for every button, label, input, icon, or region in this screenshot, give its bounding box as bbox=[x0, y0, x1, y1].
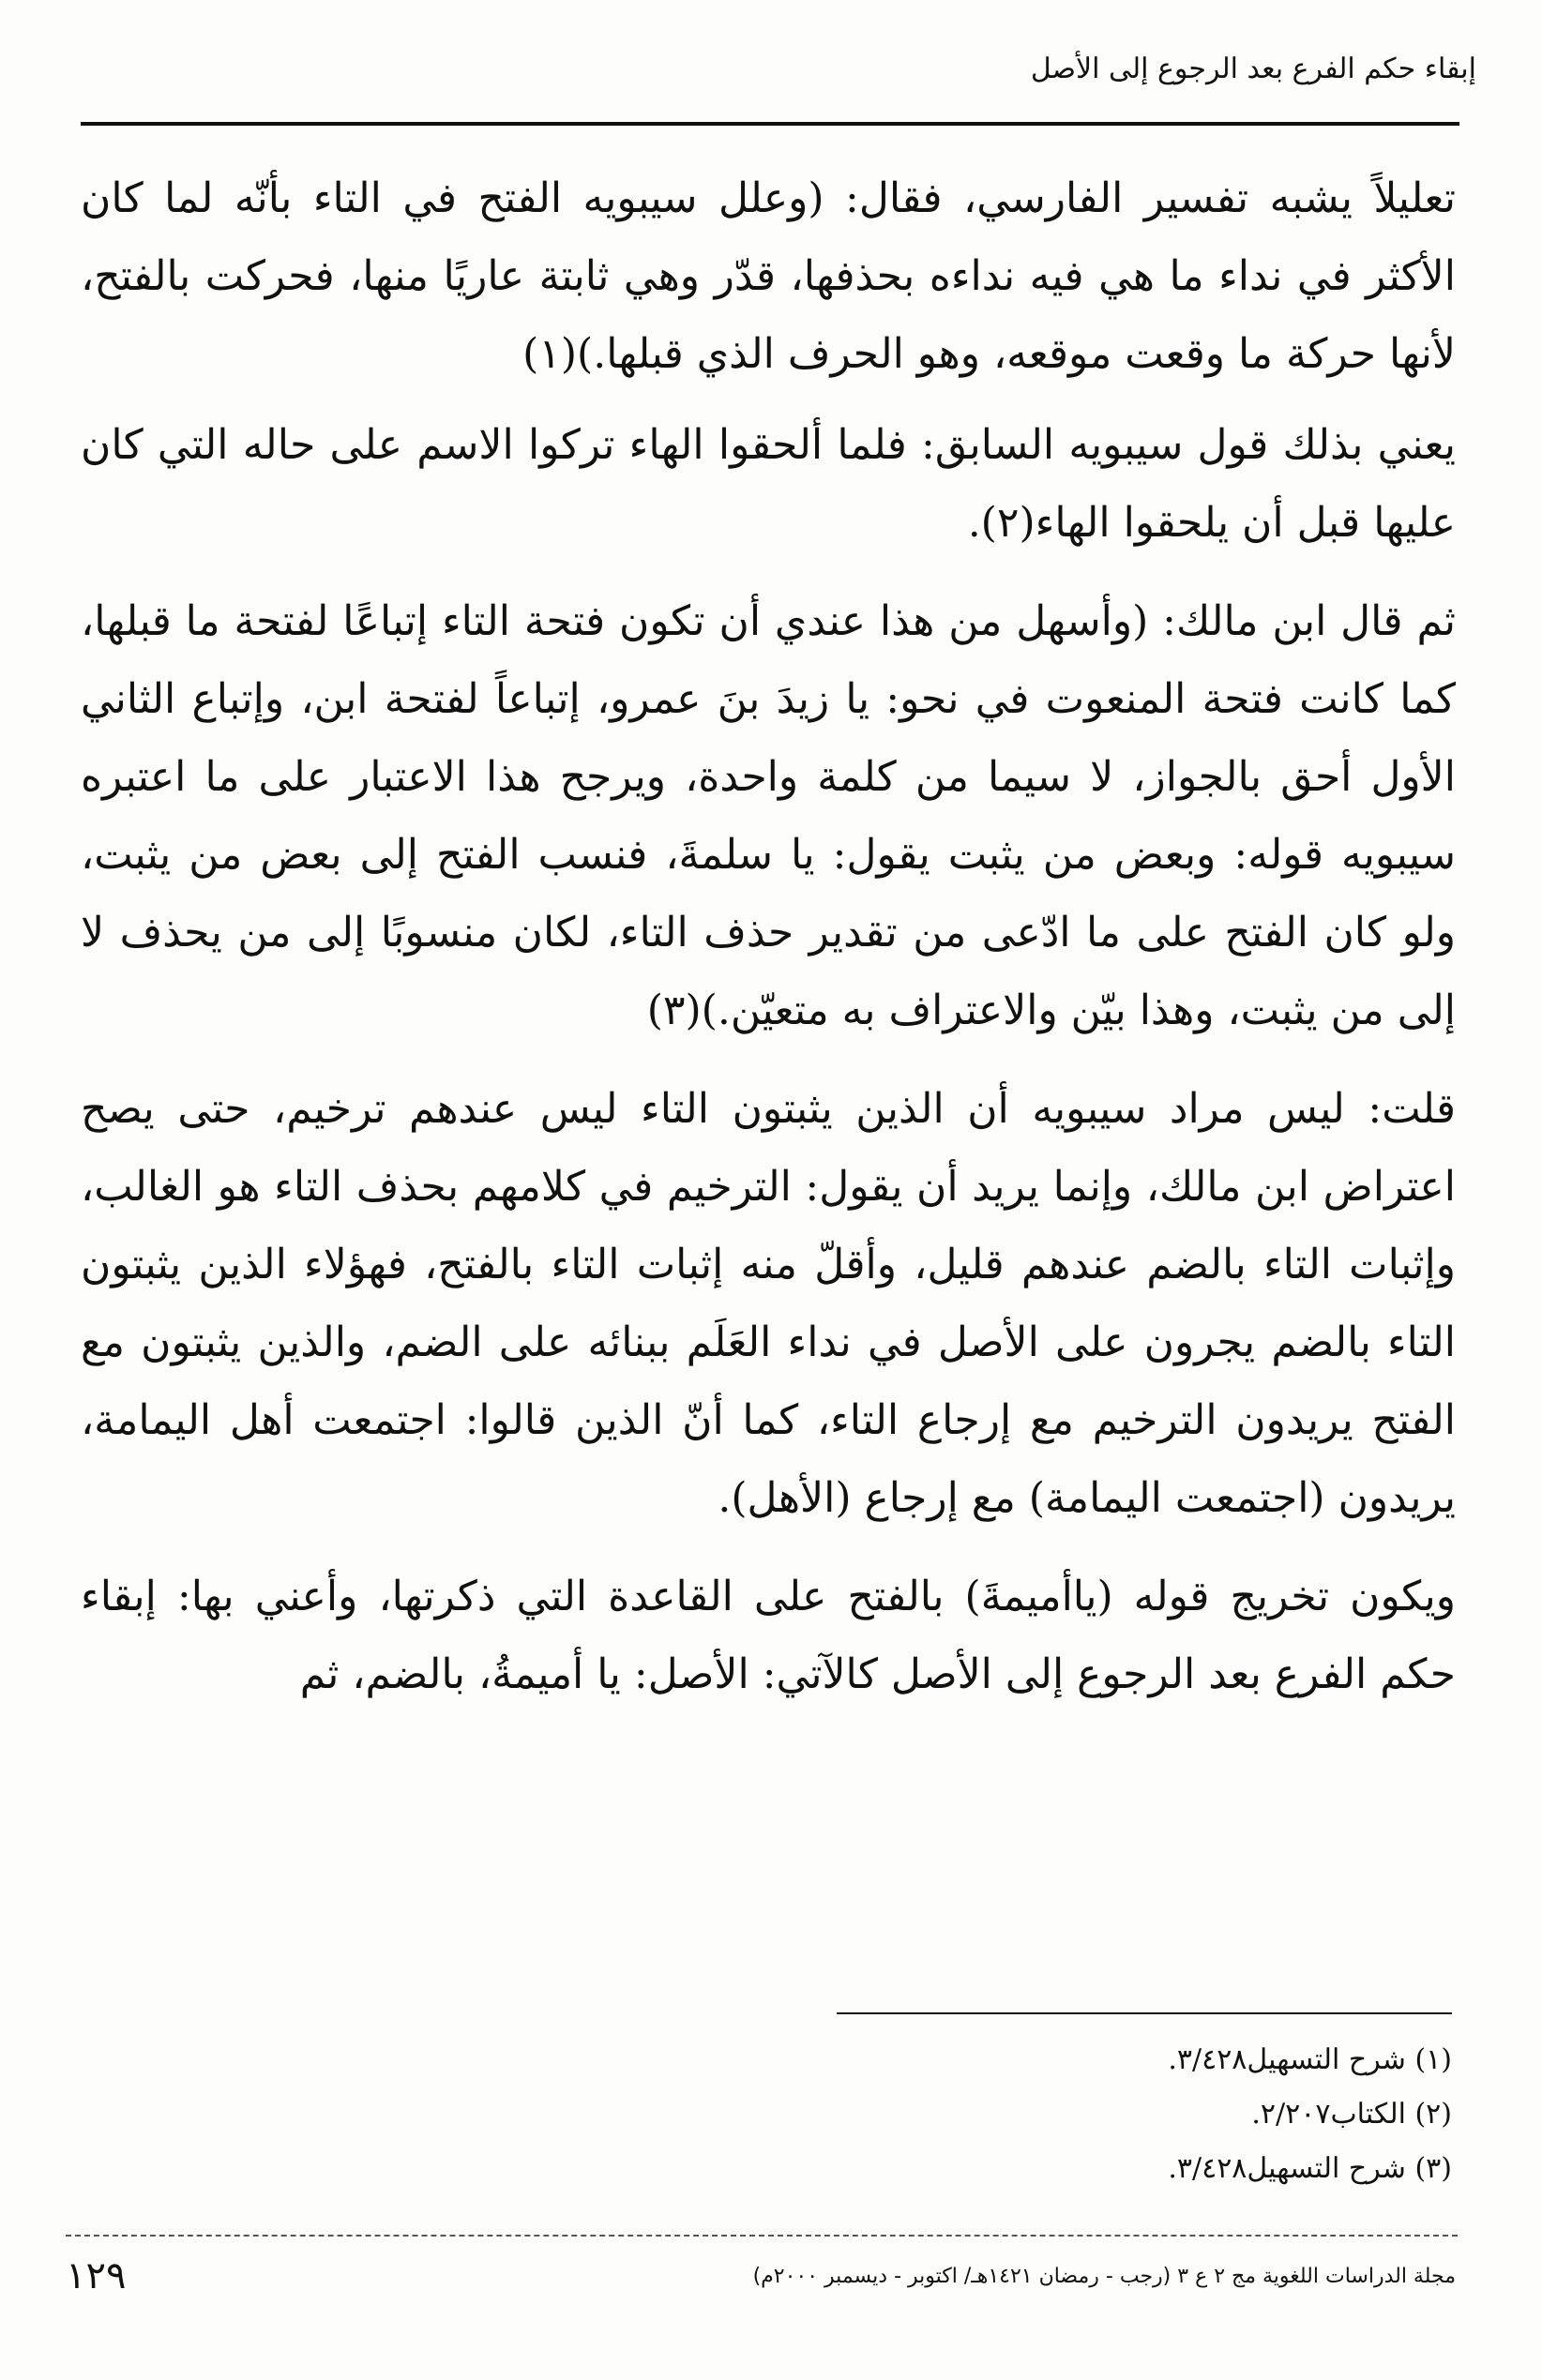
footnote-rule bbox=[837, 2012, 1452, 2014]
journal-citation: مجلة الدراسات اللغوية مج ٢ ع ٣ (رجب - رمضان ١٤٢١هـ/ اكتوبر - ديسمبر ٢٠٠٠م) bbox=[752, 2264, 1456, 2288]
paragraph-4: قلت: ليس مراد سيبويه أن الذين يثبتون التاء ليس عندهم ترخيم، حتى يصح اعتراض ابن مالك، وإنما يريد أن يقول: الترخيم في كلامهم بحذف التاء هو الغالب، وإثبات التاء بالضم عندهم قليل، وأقلّ منه إثبات التاء بالفتح، فهؤلاء الذين يثبتون التاء بالضم يجرون على الأصل في نداء العَلَم ببنائه على الضم، والذين يثبتون مع الفتح يريدون الترخيم مع إرجاع التاء، كما أنّ الذين قالوا: اجتمعت أهل اليمامة، يريدون (اجتمعت اليمامة) مع إرجاع (الأهل). bbox=[81, 1085, 1456, 1522]
page-footer bbox=[66, 2254, 1456, 2297]
header-rule bbox=[81, 122, 1459, 126]
running-header: إبقاء حكم الفرع بعد الرجوع إلى الأصل bbox=[1030, 53, 1476, 85]
page-number: ١٢٩ bbox=[66, 2254, 127, 2297]
footnote-2: (٢) الكتاب٢/٢٠٧. bbox=[1251, 2098, 1452, 2131]
paragraph-3: ثم قال ابن مالك: (وأسهل من هذا عندي أن تكون فتحة التاء إتباعًا لفتحة ما قبلها، كما كانت فتحة المنعوت في نحو: يا زيدَ بنَ عمرو، إتباعاً لفتحة ابن، وإتباع الثاني الأول أحق بالجواز، لا سيما من كلمة واحدة، ويرجح هذا الاعتبار على ما اعتبره سيبويه قوله: وبعض من يثبت يقول: يا سلمةَ، فنسب الفتح إلى بعض من يثبت، ولو كان الفتح على ما ادّعى من تقدير حذف التاء، لكان منسوبًا إلى من يحذف لا إلى من يثبت، وهذا بيّن والاعتراف به متعيّن.)(٣) bbox=[81, 597, 1456, 1034]
paragraph-1: تعليلاً يشبه تفسير الفارسي، فقال: (وعلل سيبويه الفتح في التاء بأنّه لما كان الأكثر في نداء ما هي فيه نداءه بحذفها، قدّر وهي ثابتة عاريًا منها، فحركت بالفتح، لأنها حركة ما وقعت موقعه، وهو الحرف الذي قبلها.)(١) bbox=[81, 174, 1456, 378]
footnote-1: (١) شرح التسهيل٣/٤٢٨. bbox=[1168, 2043, 1452, 2076]
footnote-3: (٣) شرح التسهيل٣/٤٢٨. bbox=[1168, 2152, 1452, 2185]
paragraph-5: ويكون تخريج قوله (ياأميمةَ) بالفتح على القاعدة التي ذكرتها، وأعني بها: إبقاء حكم الفرع بعد الرجوع إلى الأصل كالآتي: الأصل: يا أميمةُ، بالضم، ثم bbox=[81, 1573, 1456, 1698]
body-text bbox=[81, 159, 1456, 1734]
paragraph-2: يعني بذلك قول سيبويه السابق: فلما ألحقوا الهاء تركوا الاسم على حاله التي كان عليها قبل أن يلحقوا الهاء(٢). bbox=[81, 421, 1456, 547]
footer-rule bbox=[66, 2235, 1458, 2237]
footnotes bbox=[1168, 2033, 1452, 2196]
